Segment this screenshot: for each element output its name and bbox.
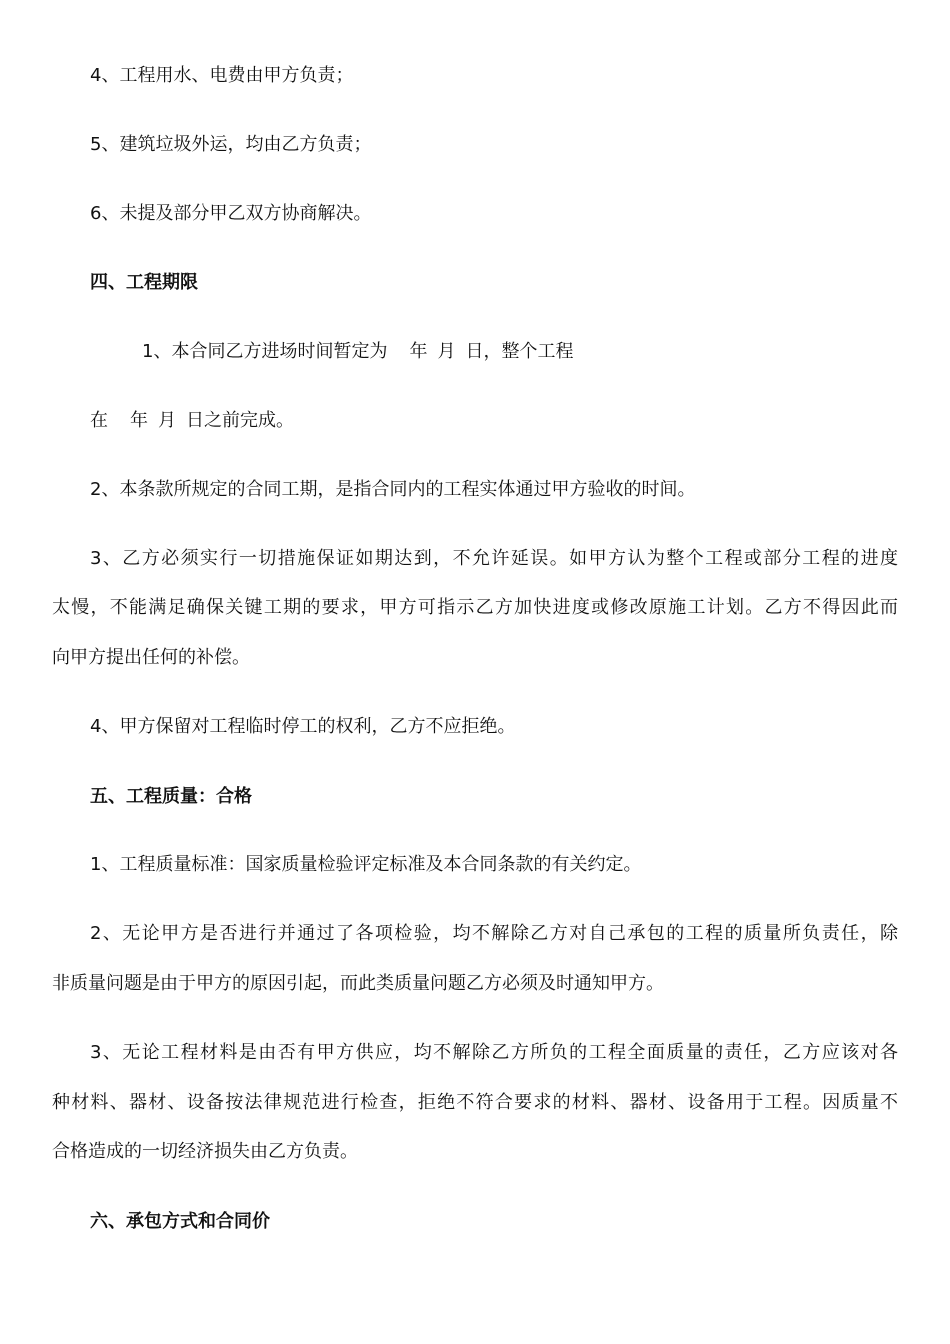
completion-zai: 在	[90, 410, 108, 431]
clause-unmentioned-items: 6、未提及部分甲乙双方协商解决。	[90, 203, 372, 224]
section-heading-quality: 五、工程质量：合格	[90, 786, 252, 807]
clause-water-electricity: 4、工程用水、电费由甲方负责；	[90, 65, 354, 86]
clause-entry-date	[142, 340, 898, 364]
clause-materials-line-2: 种材料、器材、设备按法律规范进行检查，拒绝不符合要求的材料、器材、设备用于工程。因质量不	[52, 1092, 898, 1113]
entry-month-label: 月	[437, 341, 456, 362]
completion-month-label: 月	[158, 410, 176, 431]
clause-no-delay-line-1: 3、乙方必须实行一切措施保证如期达到，不允许延误。如甲方认为整个工程或部分工程的进度	[90, 548, 898, 569]
section-heading-duration: 四、工程期限	[90, 272, 198, 293]
clause-completion-date	[90, 409, 936, 433]
completion-day-label: 日之前完成。	[186, 410, 294, 431]
clause-waste-removal: 5、建筑垃圾外运，均由乙方负责；	[90, 134, 372, 155]
clause-contract-period: 2、本条款所规定的合同工期，是指合同内的工程实体通过甲方验收的时间。	[90, 479, 696, 500]
clause-materials-line-3: 合格造成的一切经济损失由乙方负责。	[52, 1141, 358, 1162]
entry-day-label: 日，整个工程	[465, 341, 574, 362]
section-heading-contracting: 六、承包方式和合同价	[90, 1211, 270, 1232]
entry-year-label: 年	[409, 341, 428, 362]
clause-no-delay-line-2: 太慢，不能满足确保关键工期的要求，甲方可指示乙方加快进度或修改原施工计划。乙方不得因此而	[52, 597, 898, 618]
clause-no-delay-line-3: 向甲方提出任何的补偿。	[52, 647, 250, 668]
clause-suspension-right: 4、甲方保留对工程临时停工的权利，乙方不应拒绝。	[90, 716, 516, 737]
clause-quality-responsibility-line-1: 2、无论甲方是否进行并通过了各项检验，均不解除乙方对自己承包的工程的质量所负责任，除	[90, 923, 898, 944]
clause-quality-responsibility-line-2: 非质量问题是由于甲方的原因引起，而此类质量问题乙方必须及时通知甲方。	[52, 973, 664, 994]
clause-quality-standard: 1、工程质量标准：国家质量检验评定标准及本合同条款的有关约定。	[90, 854, 642, 875]
clause-materials-line-1: 3、无论工程材料是由否有甲方供应，均不解除乙方所负的工程全面质量的责任，乙方应该对各	[90, 1042, 898, 1063]
entry-date-text: 1、本合同乙方进场时间暂定为	[142, 341, 388, 362]
completion-year-label: 年	[130, 410, 148, 431]
